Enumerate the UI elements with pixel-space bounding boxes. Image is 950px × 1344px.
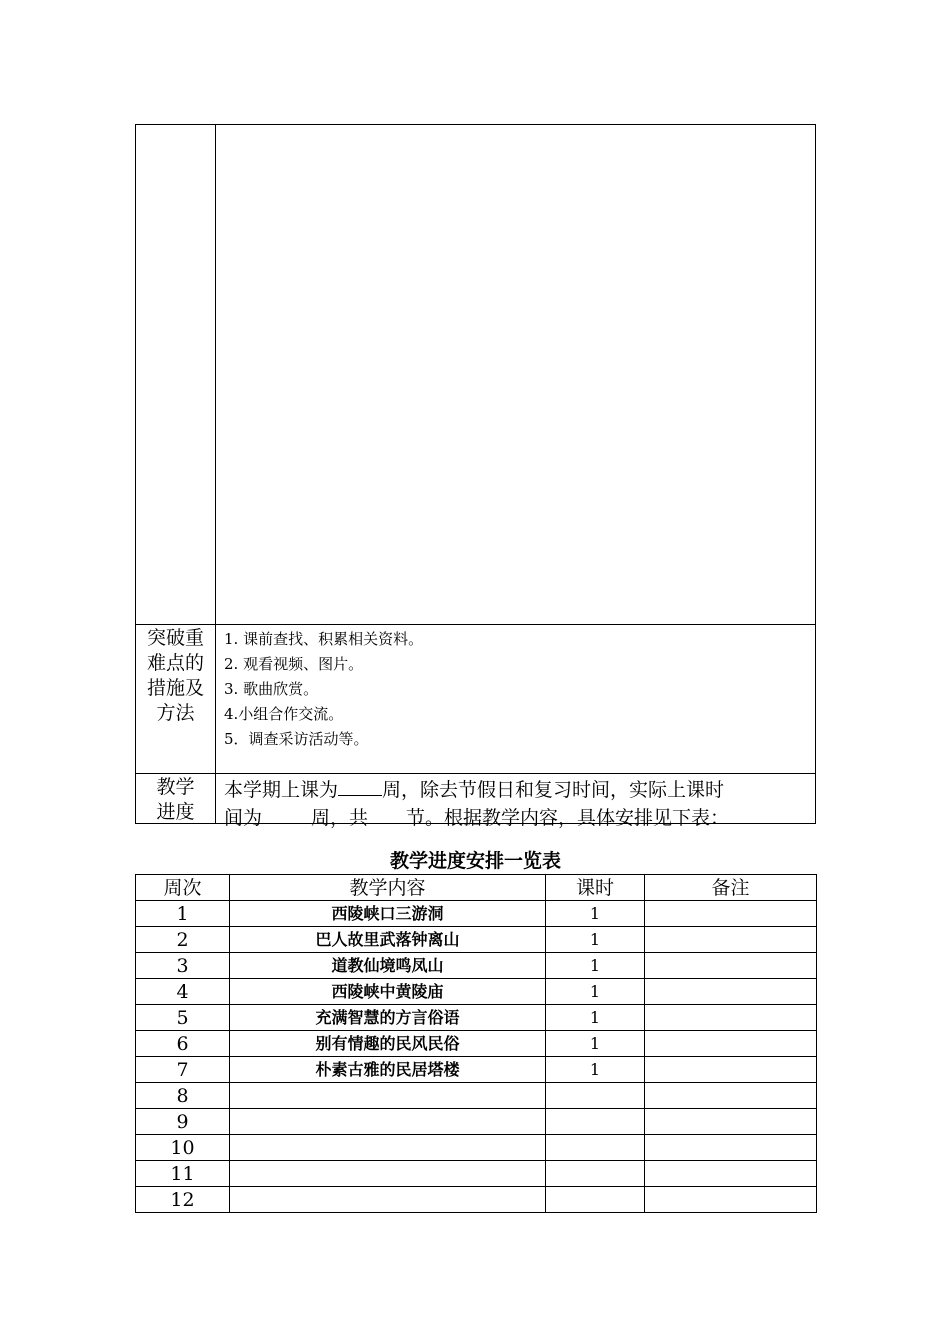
measure-item: 5．调查采访活动等。: [224, 730, 369, 748]
hours-cell: [546, 1083, 645, 1109]
week-cell: 10: [136, 1135, 230, 1161]
week-cell: 8: [136, 1083, 230, 1109]
table-row: [136, 901, 817, 927]
progress-text-part: 周，共: [311, 807, 369, 829]
content-cell: 道教仙境鸣凤山: [230, 953, 546, 979]
content-cell: [230, 1161, 546, 1187]
note-cell: [645, 1161, 817, 1187]
hours-cell: 1: [546, 979, 645, 1005]
header-week: 周次: [136, 875, 230, 901]
teaching-plan-table: [135, 124, 816, 829]
weeks-blank[interactable]: [338, 775, 382, 796]
note-cell: [645, 1135, 817, 1161]
header-hours: 课时: [546, 875, 645, 901]
content-cell: [230, 1187, 546, 1213]
content-cell: 西陵峡口三游洞: [230, 901, 546, 927]
table-row: [136, 1083, 817, 1109]
note-cell: [645, 1187, 817, 1213]
header-content: 教学内容: [230, 875, 546, 901]
measure-item: 4.小组合作交流。: [224, 705, 344, 723]
week-cell: 4: [136, 979, 230, 1005]
hours-cell: [546, 1161, 645, 1187]
content-cell: 别有情趣的民风民俗: [230, 1031, 546, 1057]
progress-line-1: [224, 775, 812, 803]
table-row: [136, 1161, 817, 1187]
content-cell: [230, 1083, 546, 1109]
table-row: [136, 979, 817, 1005]
hours-cell: [546, 1135, 645, 1161]
measures-label-text: 突破重难点的措施及方法: [146, 627, 204, 724]
content-cell: [230, 1135, 546, 1161]
progress-text-part: 节。根据教学内容，具体安排见下表：: [406, 807, 730, 829]
measure-item: 2. 观看视频、图片。: [224, 655, 364, 673]
note-cell: [645, 1057, 817, 1083]
lessons-blank[interactable]: [368, 803, 406, 824]
actual-weeks-blank[interactable]: [262, 803, 311, 824]
table-row: [136, 953, 817, 979]
week-cell: 11: [136, 1161, 230, 1187]
content-cell: 朴素古雅的民居塔楼: [230, 1057, 546, 1083]
progress-line-2: [224, 803, 812, 831]
week-cell: 5: [136, 1005, 230, 1031]
header-note: 备注: [645, 875, 817, 901]
note-cell: [645, 1109, 817, 1135]
content-cell: 充满智慧的方言俗语: [230, 1005, 546, 1031]
week-cell: 7: [136, 1057, 230, 1083]
hours-cell: 1: [546, 1031, 645, 1057]
row-divider: [136, 773, 815, 774]
measures-label: [136, 626, 215, 726]
hours-cell: [546, 1187, 645, 1213]
note-cell: [645, 1083, 817, 1109]
progress-label: [136, 775, 215, 825]
progress-label-text: 教学进度: [156, 776, 195, 823]
week-cell: 12: [136, 1187, 230, 1213]
table-row: [136, 1135, 817, 1161]
content-cell: 西陵峡中黄陵庙: [230, 979, 546, 1005]
week-cell: 2: [136, 927, 230, 953]
table-row: [136, 1057, 817, 1083]
progress-text-part: 间为: [224, 807, 263, 829]
week-cell: 6: [136, 1031, 230, 1057]
column-divider: [215, 125, 216, 823]
content-cell: [230, 1109, 546, 1135]
note-cell: [645, 901, 817, 927]
week-cell: 1: [136, 901, 230, 927]
table-row: [136, 1109, 817, 1135]
schedule-header-row: [136, 875, 817, 901]
hours-cell: 1: [546, 953, 645, 979]
week-cell: 9: [136, 1109, 230, 1135]
note-cell: [645, 979, 817, 1005]
note-cell: [645, 1005, 817, 1031]
measure-item: 1. 课前查找、积累相关资料。: [224, 630, 424, 648]
table-row: [136, 1187, 817, 1213]
progress-text-part: 周，除去节假日和复习时间，实际上课时: [382, 779, 725, 801]
week-cell: 3: [136, 953, 230, 979]
note-cell: [645, 1031, 817, 1057]
note-cell: [645, 927, 817, 953]
hours-cell: 1: [546, 1057, 645, 1083]
measure-item: 3. 歌曲欣赏。: [224, 680, 319, 698]
hours-cell: 1: [546, 927, 645, 953]
hours-cell: 1: [546, 901, 645, 927]
hours-cell: [546, 1109, 645, 1135]
progress-text: [224, 775, 812, 831]
content-cell: 巴人故里武落钟离山: [230, 927, 546, 953]
row-divider: [136, 624, 815, 625]
schedule-title: 教学进度安排一览表: [389, 850, 561, 872]
table-row: [136, 1031, 817, 1057]
progress-text-part: 本学期上课为: [224, 779, 339, 801]
hours-cell: 1: [546, 1005, 645, 1031]
note-cell: [645, 953, 817, 979]
table-row: [136, 927, 817, 953]
table-row: [136, 1005, 817, 1031]
schedule-table: [135, 874, 817, 1213]
measures-list: [224, 627, 423, 752]
